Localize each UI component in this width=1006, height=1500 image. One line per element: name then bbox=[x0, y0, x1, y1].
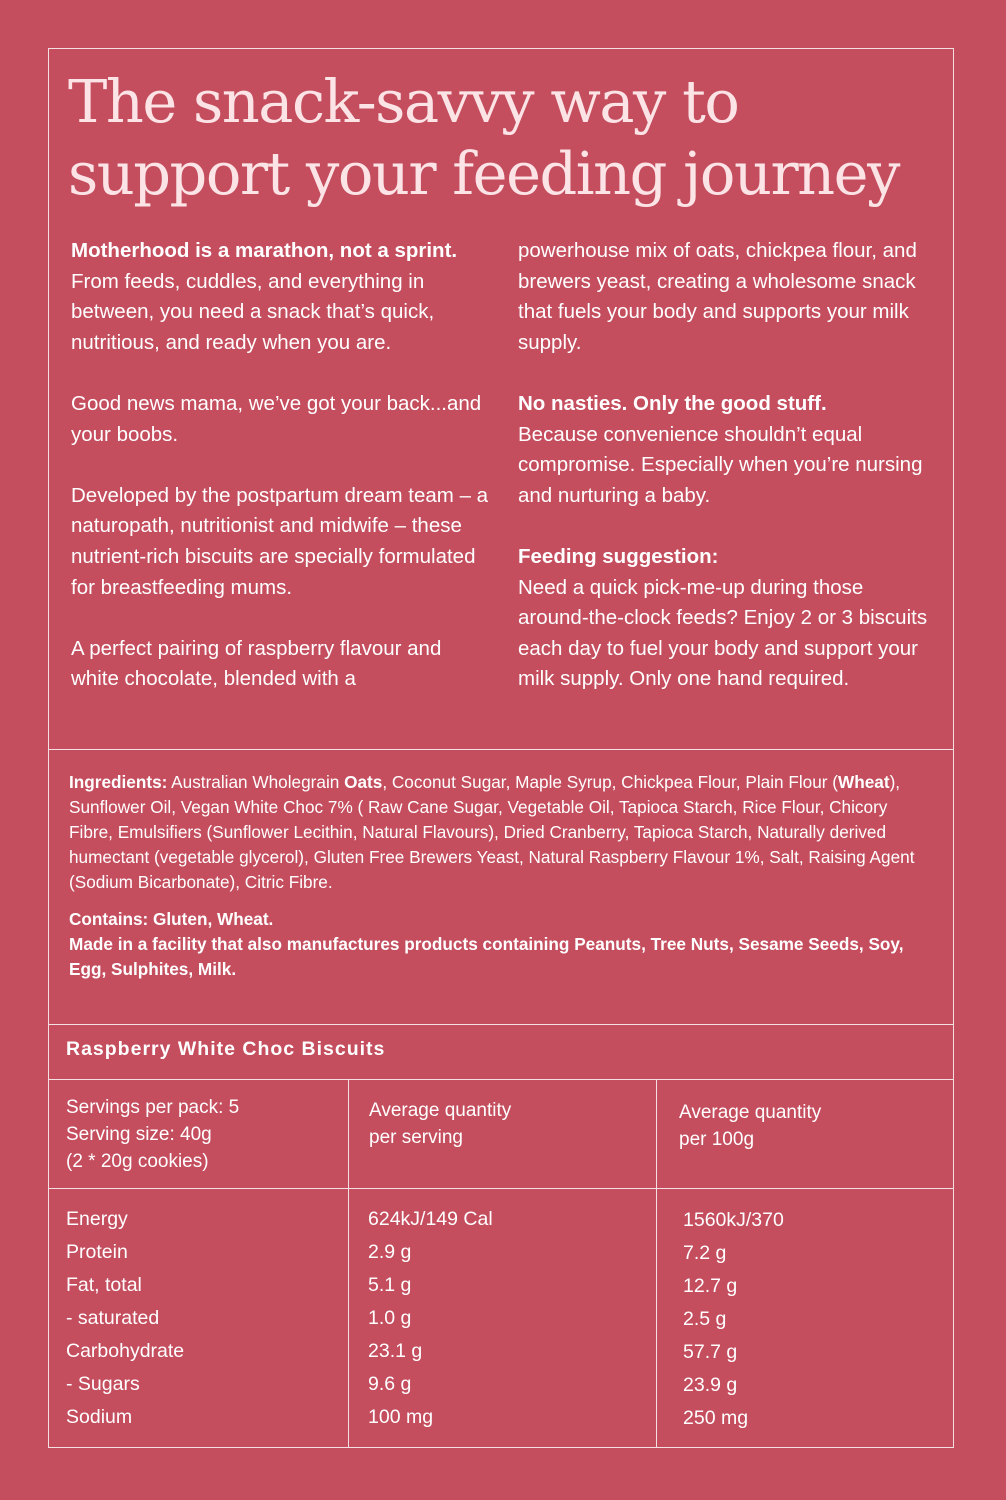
contains-text: Contains: Gluten, Wheat. bbox=[69, 909, 274, 929]
per-100g-value: 250 mg bbox=[683, 1407, 749, 1429]
per-serving-value: 624kJ/149 Cal bbox=[368, 1208, 493, 1230]
per-100g-header-line-1: Average quantity bbox=[679, 1102, 822, 1123]
column-divider-2 bbox=[656, 1079, 657, 1448]
feeding-suggestion-paragraph bbox=[518, 542, 938, 695]
per-serving-values bbox=[368, 1203, 493, 1434]
allergen-wheat: Wheat bbox=[838, 772, 890, 792]
ingredients-text-3: ), Sunflower Oil, Vegan White Choc 7% ( Raw Cane Sugar, Vegetable Oil, Tapioca Starch, Rice Flour, Chicory Fibre, Emulsifiers (Sunflower Lecithin, Natural Flavours), Dried Cranberry, Tapioca Starch, Naturally derived humectant (vegetable glycerol), Gluten Free Brewers Yeast, Natural Raspberry Flavour 1%, Salt, Raising Agent (Sodium Bicarbonate), Citric Fibre. bbox=[69, 772, 915, 892]
per-serving-header-line-2: per serving bbox=[369, 1127, 463, 1148]
per-100g-value: 7.2 g bbox=[683, 1242, 727, 1264]
divider-nutrition-header bbox=[48, 1079, 954, 1080]
column-divider-1 bbox=[348, 1079, 349, 1448]
feeding-suggestion-text: Need a quick pick-me-up during those around-the-clock feeds? Enjoy 2 or 3 biscuits each day to fuel your body and support your milk supply. Only one hand required. bbox=[518, 575, 928, 691]
per-100g-value: 57.7 g bbox=[683, 1341, 738, 1363]
headline bbox=[68, 66, 948, 210]
nutrient-label: - saturated bbox=[66, 1307, 160, 1329]
column-header-per-serving bbox=[369, 1097, 511, 1151]
per-serving-value: 9.6 g bbox=[368, 1373, 412, 1395]
per-serving-value: 5.1 g bbox=[368, 1274, 412, 1296]
good-news-paragraph: Good news mama, we’ve got your back...and your boobs. bbox=[71, 391, 482, 446]
serving-size: Serving size: 40g bbox=[66, 1124, 212, 1145]
servings-per-pack: Servings per pack: 5 bbox=[66, 1097, 240, 1118]
no-nasties-bold: No nasties. Only the good stuff. bbox=[518, 391, 827, 415]
ingredients-label: Ingredients: bbox=[69, 772, 168, 792]
per-serving-value: 2.9 g bbox=[368, 1241, 412, 1263]
nutrient-label: Sodium bbox=[66, 1406, 133, 1428]
per-serving-header-line-1: Average quantity bbox=[369, 1100, 512, 1121]
column-header-per-100g bbox=[679, 1099, 821, 1153]
per-100g-values bbox=[683, 1204, 784, 1435]
ingredients-text-1: Australian Wholegrain bbox=[167, 772, 345, 792]
ingredients-block bbox=[69, 770, 929, 994]
no-nasties-text: Because convenience shouldn’t equal compromise. Especially when you’re nursing and nurturing a baby. bbox=[518, 422, 923, 507]
divider-nutrition-top bbox=[48, 1024, 954, 1025]
nutrient-label: Carbohydrate bbox=[66, 1340, 185, 1362]
per-100g-header-line-2: per 100g bbox=[679, 1129, 755, 1150]
ingredients-list bbox=[69, 770, 929, 895]
per-serving-value: 1.0 g bbox=[368, 1307, 412, 1329]
no-nasties-paragraph bbox=[518, 389, 938, 511]
headline-line-1: The snack-savvy way to bbox=[68, 67, 739, 136]
intro-text: From feeds, cuddles, and everything in between, you need a snack that’s quick, nutritious, and ready when you are. bbox=[71, 269, 435, 354]
right-text-column bbox=[518, 236, 938, 726]
nutrient-labels bbox=[66, 1203, 184, 1434]
ingredients-text-2: , Coconut Sugar, Maple Syrup, Chickpea Flour, Plain Flour ( bbox=[382, 772, 839, 792]
nutrient-label: Fat, total bbox=[66, 1274, 142, 1296]
powerhouse-paragraph: powerhouse mix of oats, chickpea flour, and brewers yeast, creating a wholesome snack that fuels your body and supports your milk supply. bbox=[518, 239, 917, 354]
per-100g-value: 12.7 g bbox=[683, 1275, 738, 1297]
nutrient-label: Energy bbox=[66, 1208, 128, 1230]
serving-note: (2 * 20g cookies) bbox=[66, 1151, 209, 1172]
product-name: Raspberry White Choc Biscuits bbox=[66, 1038, 386, 1060]
serving-info bbox=[66, 1094, 239, 1175]
per-100g-value: 1560kJ/370 bbox=[683, 1209, 784, 1231]
allergen-oats: Oats bbox=[344, 772, 383, 792]
divider-ingredients bbox=[48, 749, 954, 750]
left-text-column bbox=[71, 236, 491, 726]
divider-nutrition-body bbox=[48, 1188, 954, 1189]
nutrient-label: - Sugars bbox=[66, 1373, 140, 1395]
feeding-suggestion-bold: Feeding suggestion: bbox=[518, 544, 719, 568]
per-100g-value: 2.5 g bbox=[683, 1308, 727, 1330]
per-serving-value: 23.1 g bbox=[368, 1340, 423, 1362]
developed-paragraph: Developed by the postpartum dream team – a naturopath, nutritionist and midwife – these nutrient-rich biscuits are specially formulated for breastfeeding mums. bbox=[71, 483, 489, 599]
headline-line-2: support your feeding journey bbox=[68, 139, 899, 208]
intro-bold: Motherhood is a marathon, not a sprint. bbox=[71, 239, 458, 262]
allergen-statement bbox=[69, 907, 929, 982]
nutrient-label: Protein bbox=[66, 1241, 128, 1263]
per-100g-value: 23.9 g bbox=[683, 1374, 738, 1396]
facility-text: Made in a facility that also manufactures products containing Peanuts, Tree Nuts, Sesame Seeds, Soy, Egg, Sulphites, Milk. bbox=[69, 934, 904, 979]
intro-paragraph bbox=[71, 236, 491, 358]
per-serving-value: 100 mg bbox=[368, 1406, 434, 1428]
pairing-paragraph: A perfect pairing of raspberry flavour and white chocolate, blended with a bbox=[71, 636, 442, 691]
